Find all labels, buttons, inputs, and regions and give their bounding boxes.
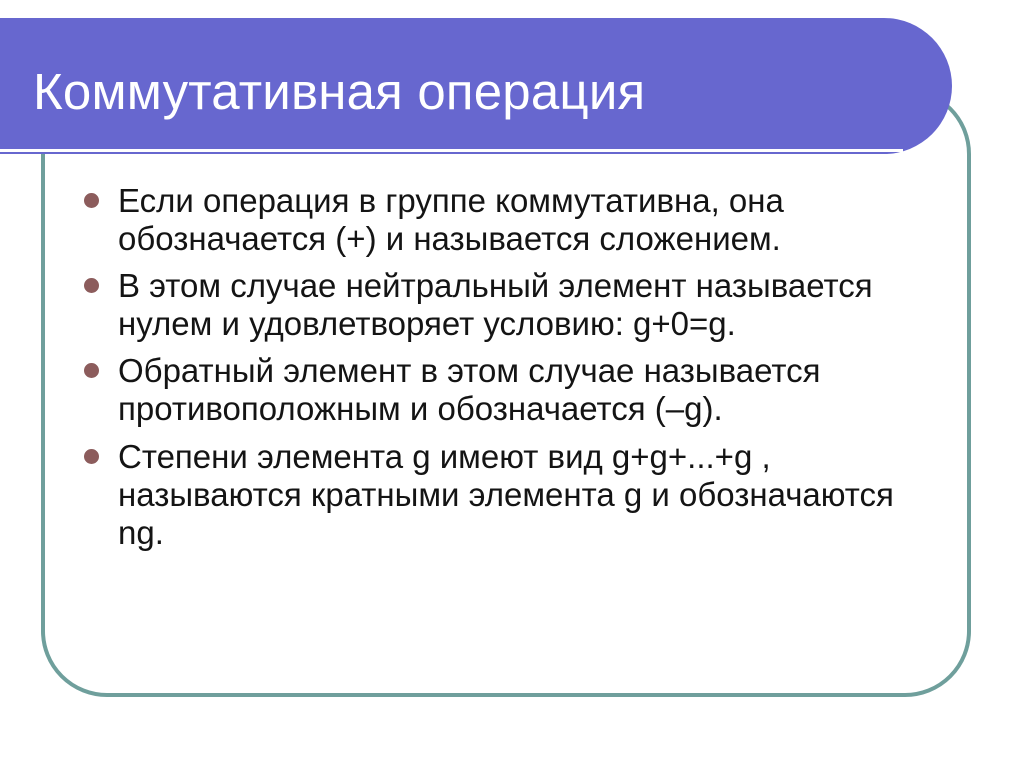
bullet-dot-icon xyxy=(84,363,99,378)
bullet-item xyxy=(118,182,938,258)
bullet-text: Степени элемента g имеют вид g+g+...+g , называются кратными элемента g и обозначаются ng. xyxy=(118,438,894,551)
bullet-list xyxy=(118,182,938,561)
bullet-text: В этом случае нейтральный элемент называется нулем и удовлетворяет условию: g+0=g. xyxy=(118,267,873,342)
bullet-dot-icon xyxy=(84,193,99,208)
bullet-dot-icon xyxy=(84,278,99,293)
bullet-text: Если операция в группе коммутативна, она обозначается (+) и называется сложением. xyxy=(118,182,784,257)
bullet-text: Обратный элемент в этом случае называется противоположным и обозначается (–g). xyxy=(118,352,821,427)
slide-title: Коммутативная операция xyxy=(33,63,646,120)
bullet-item xyxy=(118,267,938,343)
title-underline xyxy=(0,149,903,152)
title-band xyxy=(0,18,952,154)
bullet-item xyxy=(118,352,938,428)
bullet-item xyxy=(118,438,938,552)
bullet-dot-icon xyxy=(84,449,99,464)
